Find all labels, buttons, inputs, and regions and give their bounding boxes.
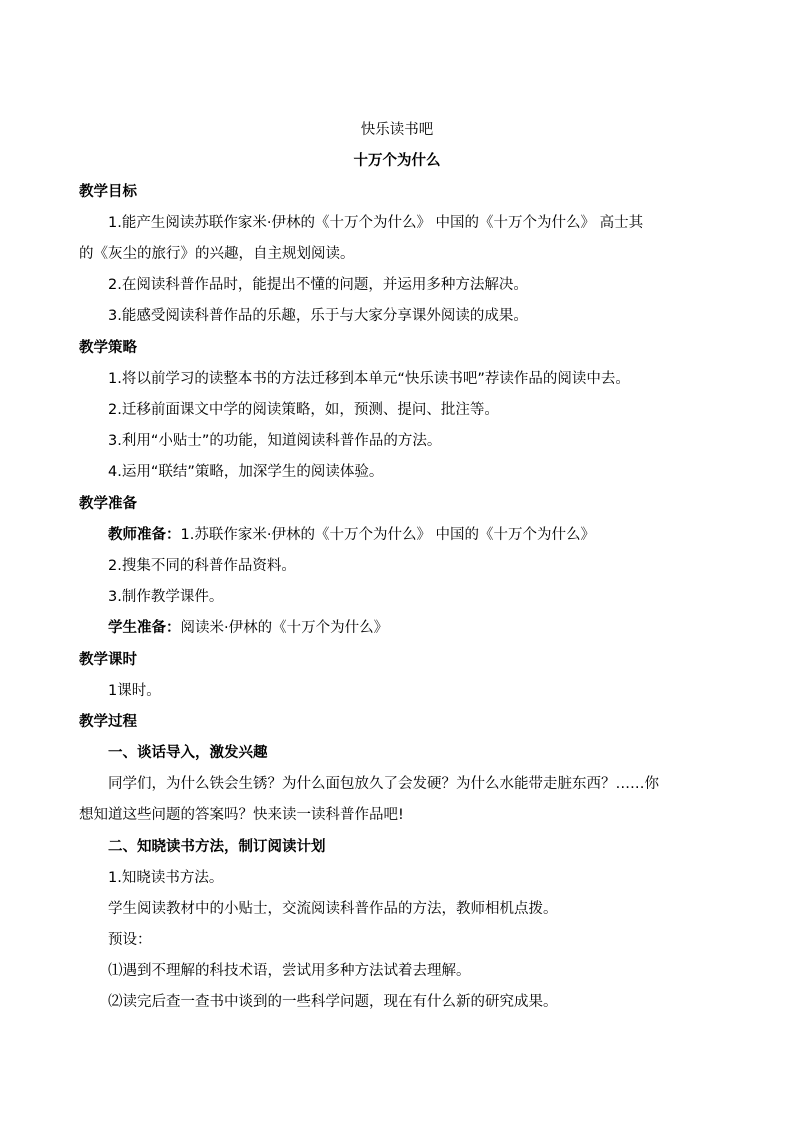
- document-subtitle: 十万个为什么: [353, 153, 441, 169]
- student-prep-line: [108, 618, 748, 638]
- goal-1-line-b: 的《灰尘的旅行》的兴趣，自主规划阅读。: [79, 246, 355, 262]
- teacher-prep-2: 2.搜集不同的科普作品资料。: [108, 558, 296, 574]
- teacher-prep-label: 教师准备：: [108, 527, 181, 543]
- goal-2: 2.在阅读科普作品时，能提出不懂的问题，并运用多种方法解决。: [108, 277, 528, 293]
- strategy-1: 1.将以前学习的读整本书的方法迁移到本单元“快乐读书吧”荐读作品的阅读中去。: [108, 371, 630, 387]
- document-title: 快乐读书吧: [360, 122, 434, 138]
- part-2-heading: 二、知晓读书方法，制订阅读计划: [108, 839, 326, 855]
- prep-heading: 教学准备: [79, 496, 137, 512]
- preset-1: ⑴遇到不理解的科技术语，尝试用多种方法试着去理解。: [108, 963, 471, 979]
- preset-2: ⑵读完后查一查书中谈到的一些科学问题，现在有什么新的研究成果。: [108, 994, 558, 1010]
- part-2-text: 学生阅读教材中的小贴士，交流阅读科普作品的方法，教师相机点拨。: [108, 901, 558, 917]
- preset-label: 预设：: [108, 932, 152, 948]
- part-1-text-a: 同学们，为什么铁会生锈？为什么面包放久了会发硬？为什么水能带走脏东西？……你: [108, 776, 659, 792]
- hours-text: 1课时。: [108, 683, 161, 699]
- process-heading: 教学过程: [79, 714, 137, 730]
- strategy-3: 3.利用“小贴士”的功能，知道阅读科普作品的方法。: [108, 433, 442, 449]
- goals-heading: 教学目标: [79, 184, 137, 200]
- goal-3: 3.能感受阅读科普作品的乐趣，乐于与大家分享课外阅读的成果。: [108, 308, 528, 324]
- hours-heading: 教学课时: [79, 652, 137, 668]
- teacher-prep-3: 3.制作教学课件。: [108, 589, 224, 605]
- teacher-prep-1: 1.苏联作家米·伊林的《十万个为什么》 中国的《十万个为什么》: [180, 527, 596, 543]
- part-1-heading: 一、谈话导入，激发兴趣: [108, 745, 268, 761]
- goal-1-line-a: 1.能产生阅读苏联作家米·伊林的《十万个为什么》 中国的《十万个为什么》 高士其: [108, 215, 644, 231]
- student-prep-label: 学生准备：: [108, 620, 181, 636]
- strategy-4: 4.运用“联结”策略，加深学生的阅读体验。: [108, 464, 384, 480]
- strategy-heading: 教学策略: [79, 340, 137, 356]
- student-prep-text: 阅读米·伊林的《十万个为什么》: [180, 620, 389, 636]
- part-1-text-b: 想知道这些问题的答案吗？快来读一读科普作品吧!: [79, 807, 404, 823]
- teacher-prep-line: [108, 525, 748, 545]
- part-2-item-1: 1.知晓读书方法。: [108, 870, 224, 886]
- strategy-2: 2.迁移前面课文中学的阅读策略，如，预测、提问、批注等。: [108, 402, 499, 418]
